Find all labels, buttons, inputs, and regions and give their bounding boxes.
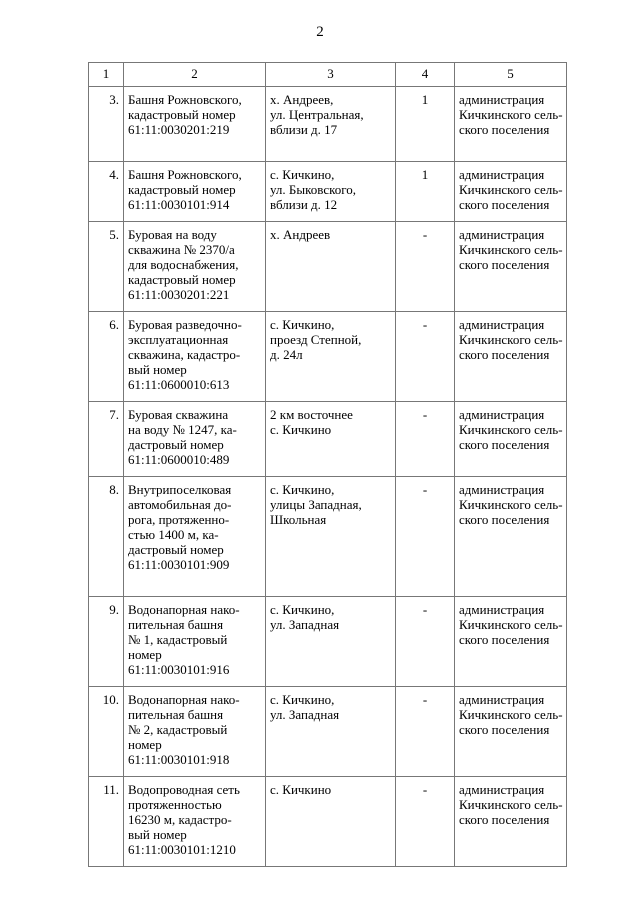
name-line: 61:11:0030101:916 (128, 662, 230, 677)
object-name-cell (124, 477, 266, 597)
row-number: 5. (89, 222, 124, 312)
quantity-cell: - (396, 687, 455, 777)
name-line: дастровый номер (128, 437, 224, 452)
row-number: 9. (89, 597, 124, 687)
holder-cell (455, 222, 567, 312)
holder-cell (455, 312, 567, 402)
holder-line: Кичкинского сель- (459, 182, 563, 197)
quantity-cell: - (396, 402, 455, 477)
holder-line: Кичкинского сель- (459, 617, 563, 632)
table-row (89, 402, 567, 477)
name-line: скважина № 2370/а (128, 242, 235, 257)
name-line: 61:11:0030101:1210 (128, 842, 236, 857)
header-cell: 3 (266, 63, 396, 87)
name-line: 16230 м, кадастро- (128, 812, 232, 827)
location-line: ул. Центральная, (270, 107, 364, 122)
holder-line: ского поселения (459, 512, 550, 527)
name-line: эксплуатационная (128, 332, 229, 347)
location-cell (266, 312, 396, 402)
quantity-cell: - (396, 597, 455, 687)
holder-line: ского поселения (459, 347, 550, 362)
location-cell (266, 87, 396, 162)
holder-line: администрация (459, 92, 545, 107)
name-line: стью 1400 м, ка- (128, 527, 219, 542)
holder-cell (455, 162, 567, 222)
location-line: х. Андреев (270, 227, 331, 242)
row-number: 8. (89, 477, 124, 597)
name-line: 61:11:0030101:918 (128, 752, 230, 767)
location-line: проезд Степной, (270, 332, 362, 347)
holder-line: Кичкинского сель- (459, 422, 563, 437)
location-line: вблизи д. 12 (270, 197, 338, 212)
name-line: кадастровый номер (128, 182, 236, 197)
holder-cell (455, 477, 567, 597)
name-line: 61:11:0030201:221 (128, 287, 230, 302)
location-line: х. Андреев, (270, 92, 334, 107)
quantity-cell: - (396, 477, 455, 597)
object-name-cell (124, 777, 266, 867)
holder-cell (455, 402, 567, 477)
name-line: номер (128, 737, 162, 752)
name-line: вый номер (128, 827, 187, 842)
holder-line: Кичкинского сель- (459, 497, 563, 512)
object-name-cell (124, 162, 266, 222)
location-cell (266, 162, 396, 222)
name-line: 61:11:0600010:613 (128, 377, 230, 392)
location-line: с. Кичкино (270, 782, 332, 797)
holder-line: администрация (459, 317, 545, 332)
holder-line: администрация (459, 227, 545, 242)
name-line: № 2, кадастровый (128, 722, 228, 737)
holder-cell (455, 597, 567, 687)
name-line: Буровая разведочно- (128, 317, 242, 332)
holder-line: Кичкинского сель- (459, 242, 563, 257)
header-cell: 5 (455, 63, 567, 87)
location-line: с. Кичкино, (270, 692, 335, 707)
location-line: улицы Западная, (270, 497, 362, 512)
holder-cell (455, 87, 567, 162)
location-cell (266, 777, 396, 867)
location-line: с. Кичкино, (270, 602, 335, 617)
holder-line: ского поселения (459, 722, 550, 737)
name-line: пительная башня (128, 707, 224, 722)
holder-cell (455, 777, 567, 867)
name-line: кадастровый номер (128, 107, 236, 122)
header-cell: 4 (396, 63, 455, 87)
location-line: с. Кичкино, (270, 167, 335, 182)
holder-line: администрация (459, 692, 545, 707)
holder-cell (455, 687, 567, 777)
header-cell: 2 (124, 63, 266, 87)
table-row (89, 87, 567, 162)
location-cell (266, 222, 396, 312)
holder-line: Кичкинского сель- (459, 107, 563, 122)
location-cell (266, 402, 396, 477)
name-line: вый номер (128, 362, 187, 377)
location-line: Школьная (270, 512, 327, 527)
table-body (89, 63, 567, 867)
location-cell (266, 477, 396, 597)
location-line: вблизи д. 17 (270, 122, 338, 137)
name-line: Внутрипоселковая (128, 482, 232, 497)
name-line: 61:11:0600010:489 (128, 452, 230, 467)
location-line: с. Кичкино, (270, 482, 335, 497)
quantity-cell: - (396, 777, 455, 867)
quantity-cell: 1 (396, 162, 455, 222)
holder-line: Кичкинского сель- (459, 332, 563, 347)
name-line: кадастровый номер (128, 272, 236, 287)
name-line: номер (128, 647, 162, 662)
name-line: Буровая скважина (128, 407, 229, 422)
holder-line: администрация (459, 602, 545, 617)
row-number: 11. (89, 777, 124, 867)
holder-line: Кичкинского сель- (459, 797, 563, 812)
name-line: автомобильная до- (128, 497, 232, 512)
row-number: 4. (89, 162, 124, 222)
holder-line: администрация (459, 482, 545, 497)
holder-line: ского поселения (459, 437, 550, 452)
name-line: 61:11:0030201:219 (128, 122, 230, 137)
name-line: на воду № 1247, ка- (128, 422, 237, 437)
property-table (88, 62, 567, 867)
location-cell (266, 687, 396, 777)
row-number: 3. (89, 87, 124, 162)
name-line: скважина, кадастро- (128, 347, 241, 362)
row-number: 10. (89, 687, 124, 777)
quantity-cell: - (396, 312, 455, 402)
name-line: дастровый номер (128, 542, 224, 557)
location-line: 2 км восточнее (270, 407, 353, 422)
location-line: ул. Быковского, (270, 182, 357, 197)
quantity-cell: 1 (396, 87, 455, 162)
table-row (89, 687, 567, 777)
name-line: 61:11:0030101:914 (128, 197, 230, 212)
row-number: 7. (89, 402, 124, 477)
holder-line: ского поселения (459, 257, 550, 272)
name-line: Башня Рожновского, (128, 92, 242, 107)
name-line: Водопроводная сеть (128, 782, 240, 797)
name-line: для водоснабжения, (128, 257, 239, 272)
name-line: Буровая на воду (128, 227, 217, 242)
location-line: с. Кичкино, (270, 317, 335, 332)
table-row (89, 312, 567, 402)
location-cell (266, 597, 396, 687)
header-cell: 1 (89, 63, 124, 87)
table-row (89, 597, 567, 687)
object-name-cell (124, 687, 266, 777)
holder-line: администрация (459, 167, 545, 182)
table-row (89, 777, 567, 867)
object-name-cell (124, 597, 266, 687)
location-line: ул. Западная (270, 707, 340, 722)
table-row (89, 222, 567, 312)
name-line: Водонапорная нако- (128, 692, 240, 707)
holder-line: администрация (459, 407, 545, 422)
object-name-cell (124, 312, 266, 402)
name-line: протяженностью (128, 797, 222, 812)
table-row (89, 162, 567, 222)
holder-line: Кичкинского сель- (459, 707, 563, 722)
object-name-cell (124, 87, 266, 162)
holder-line: ского поселения (459, 197, 550, 212)
location-line: ул. Западная (270, 617, 340, 632)
object-name-cell (124, 222, 266, 312)
name-line: Водонапорная нако- (128, 602, 240, 617)
name-line: № 1, кадастровый (128, 632, 228, 647)
object-name-cell (124, 402, 266, 477)
location-line: с. Кичкино (270, 422, 332, 437)
holder-line: ского поселения (459, 632, 550, 647)
quantity-cell: - (396, 222, 455, 312)
name-line: рога, протяженно- (128, 512, 230, 527)
holder-line: ского поселения (459, 122, 550, 137)
header-row (89, 63, 567, 87)
location-line: д. 24л (270, 347, 303, 362)
page-number: 2 (316, 24, 324, 40)
name-line: пительная башня (128, 617, 224, 632)
holder-line: администрация (459, 782, 545, 797)
name-line: 61:11:0030101:909 (128, 557, 230, 572)
name-line: Башня Рожновского, (128, 167, 242, 182)
row-number: 6. (89, 312, 124, 402)
holder-line: ского поселения (459, 812, 550, 827)
table-row (89, 477, 567, 597)
